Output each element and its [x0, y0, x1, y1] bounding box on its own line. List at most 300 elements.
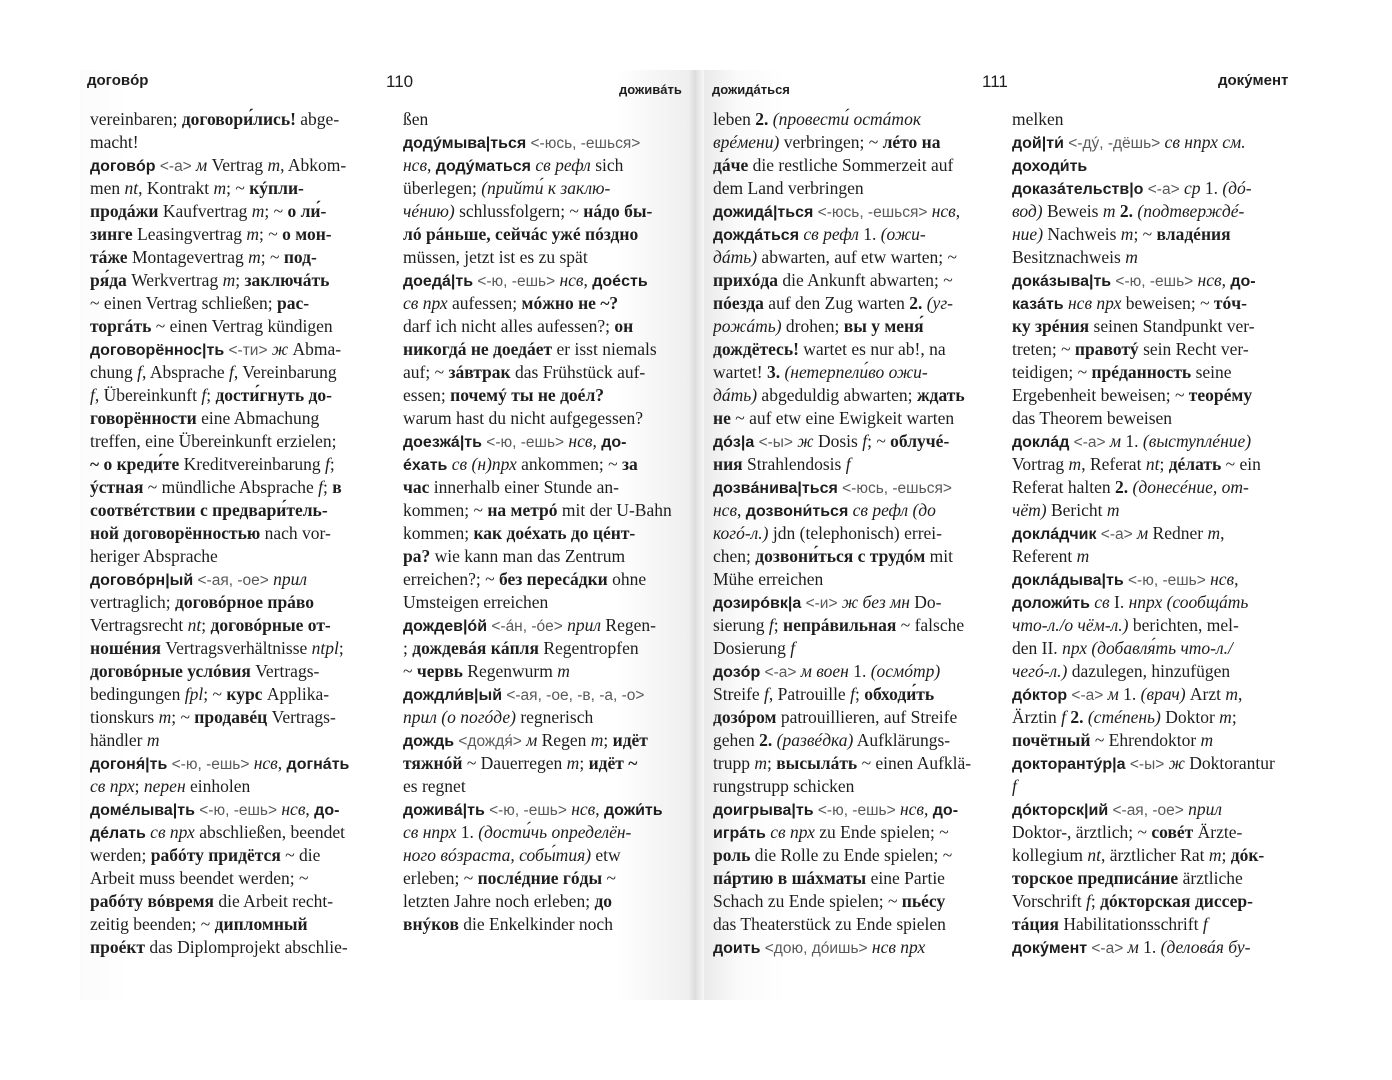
grammar-label: m [1219, 707, 1232, 727]
dictionary-line [1012, 292, 1312, 315]
grammar-label: f [325, 454, 330, 474]
grammar-label: (дости́чь определён- [478, 822, 632, 842]
grammar-label: m [222, 270, 236, 290]
grammar-label: m [248, 247, 261, 267]
grammar-label: (развéдка) [776, 730, 854, 750]
dictionary-line [1012, 568, 1312, 591]
dictionary-line [1012, 798, 1312, 821]
dictionary-line [713, 453, 993, 476]
entry-text: ~ mündliche Absprache [143, 477, 319, 497]
entry-text: dazulegen, hinzufügen [1067, 661, 1231, 681]
inflection: <-ти> [224, 342, 272, 359]
dictionary-line [90, 292, 386, 315]
entry-text: ankommen; ~ [516, 454, 622, 474]
entry-text: ; [603, 730, 613, 750]
grammar-label: вод) [1012, 201, 1043, 221]
entry-text: ; ~ [171, 707, 195, 727]
headword: до- [601, 434, 627, 451]
dictionary-line [713, 499, 993, 522]
grammar-label: св рефл (до [852, 500, 936, 520]
entry-text: , [955, 201, 961, 221]
grammar-label: нсв [1210, 569, 1235, 589]
headword: договорённос|ть [90, 342, 225, 359]
entry-text: gehen [713, 730, 760, 750]
entry-text: ~ die [280, 845, 321, 865]
entry-text: ; [1231, 707, 1237, 727]
entry-text: ; [766, 753, 777, 773]
dictionary-line [713, 177, 993, 200]
phrase-bold: владéния [1156, 224, 1231, 244]
grammar-label: (стéпень) [1087, 707, 1161, 727]
dictionary-line [1012, 775, 1312, 798]
entry-text: eine Abmachung [196, 408, 320, 428]
grammar-label: f [201, 385, 207, 405]
headword: дозвони́ться [745, 503, 849, 520]
entry-text: auf; ~ [403, 362, 449, 382]
inflection: <-ю, -ешь> [167, 756, 254, 773]
entry-text: , ärztlicher Rat [1100, 845, 1209, 865]
grammar-label: (ожи- [880, 224, 926, 244]
grammar-label: f [1086, 891, 1091, 911]
phrase-bold: послéдние гóды [477, 868, 603, 888]
entry-text: , Absprache [142, 362, 230, 382]
phrase-bold: час [403, 477, 430, 497]
headword: доедá|ть [403, 273, 474, 290]
grammar-label: когó-л.) [713, 523, 769, 543]
dictionary-line [713, 660, 993, 683]
entry-text: ; [338, 638, 344, 658]
grammar-label: (врач) [1140, 684, 1186, 704]
grammar-label: ср [1183, 178, 1201, 198]
dictionary-line [1012, 338, 1312, 361]
dictionary-line [403, 591, 686, 614]
book-gutter [688, 70, 704, 1000]
phrase-bold: на метрó [487, 500, 558, 520]
headword: доклáд [1012, 434, 1070, 451]
phrase-bold: рас- [277, 293, 310, 313]
grammar-label: fpl [184, 684, 204, 704]
phrase-bold: дóк- [1230, 845, 1265, 865]
phrase-bold: обходи́ть [864, 684, 935, 704]
phrase-bold: за [621, 454, 638, 474]
dictionary-line [713, 200, 993, 223]
entry-text: die Ankunft abwarten; ~ [778, 270, 953, 290]
entry-text: teidigen; ~ [1012, 362, 1092, 382]
phrase-bold: тáже [90, 247, 128, 267]
headword: дожи́ть [604, 802, 663, 819]
entry-text: zeitig beenden; ~ [90, 914, 215, 934]
grammar-label: nt [124, 178, 139, 198]
entry-text: , [1220, 523, 1225, 543]
entry-text: Leasingvertrag [132, 224, 247, 244]
grammar-label: m [1106, 500, 1120, 520]
entry-text: kommen; ~ [403, 500, 488, 520]
headword: дозóр [713, 664, 761, 681]
grammar-label: f [768, 615, 774, 635]
grammar-label: f [764, 684, 769, 704]
dictionary-line [1012, 752, 1312, 775]
entry-text: Applika- [262, 684, 330, 704]
entry-text: Schach zu Ende spielen; ~ [713, 891, 902, 911]
entry-text: wartet! [713, 362, 767, 382]
dictionary-line [713, 522, 993, 545]
entry-text: schlussfolgern; ~ [454, 201, 584, 221]
grammar-label: ж без мн [841, 592, 910, 612]
phrase-bold: дождётесь! [713, 339, 799, 359]
phrase-bold: теорéму [1188, 385, 1253, 405]
entry-text: abwarten, auf etw warten; ~ [757, 247, 957, 267]
dictionary-line [713, 890, 993, 913]
grammar-label: св рефл [803, 224, 859, 244]
entry-text: ; [329, 454, 335, 474]
entry-text: Arbeit muss beendet werden; ~ [90, 868, 309, 888]
grammar-label: нсв [899, 799, 925, 819]
entry-text: Mühe erreichen [713, 569, 824, 589]
headword: доку́мент [1012, 940, 1088, 957]
inflection: <-а> [1096, 526, 1137, 543]
entry-text: Regen [537, 730, 591, 750]
grammar-label: m [267, 155, 281, 175]
right-page-column-1 [713, 108, 993, 959]
dictionary-line [713, 798, 993, 821]
dictionary-line [403, 890, 686, 913]
grammar-label: f [850, 684, 855, 704]
entry-text: mit der U-Bahn [557, 500, 672, 520]
dictionary-line [403, 476, 686, 499]
headword: догоня́|ть [90, 756, 168, 773]
entry-text: Doktor-, ärztlich; ~ [1012, 822, 1152, 842]
entry-text: Bericht [1046, 500, 1107, 520]
dictionary-line [713, 591, 993, 614]
grammar-label: (подтверждé- [1137, 201, 1245, 221]
dictionary-line [1012, 361, 1312, 384]
dictionary-line [1012, 453, 1312, 476]
phrase-bold: о мон- [282, 224, 332, 244]
dictionary-line [1012, 430, 1312, 453]
entry-text: werden; [90, 845, 151, 865]
entry-text: ; ~ [259, 224, 283, 244]
grammar-label: св (н)прх [451, 454, 517, 474]
dictionary-line [403, 729, 686, 752]
entry-text: ~ auf etw eine Ewigkeit warten [730, 408, 955, 428]
dictionary-line [713, 223, 993, 246]
entry-text: den II. [1012, 638, 1063, 658]
entry-text: Arzt [1185, 684, 1226, 704]
entry-text: trupp [713, 753, 755, 773]
dictionary-line [1012, 890, 1312, 913]
entry-text: ; [235, 270, 245, 290]
phrase-bold: никогдá не доедáет [403, 339, 553, 359]
grammar-label: св прх [90, 776, 135, 796]
grammar-label: св прх [150, 822, 195, 842]
left-page-column-1 [90, 108, 386, 959]
dictionary-line [713, 614, 993, 637]
entry-text: Doktorantur [1184, 753, 1275, 773]
headword: догнáть [286, 756, 350, 773]
phrase-bold: курс [226, 684, 263, 704]
phrase-bold: тóч- [1213, 293, 1247, 313]
grammar-label: f [845, 454, 851, 474]
entry-text: Kreditvereinbarung [179, 454, 326, 474]
phrase-bold: ношéния [90, 638, 162, 658]
headword: казáть [1012, 296, 1064, 313]
dictionary-line [90, 154, 386, 177]
grammar-label: м воен [800, 661, 849, 681]
entry-text: Streife [713, 684, 765, 704]
grammar-label: дáть) [713, 385, 758, 405]
phrase-bold: 2. [759, 730, 773, 750]
dictionary-line [1012, 729, 1312, 752]
phrase-bold: торское предписáние [1012, 868, 1179, 888]
grammar-label: нсв прх [1068, 293, 1122, 313]
dictionary-line [713, 637, 993, 660]
entry-text: Vertrags- [250, 661, 320, 681]
entry-text: , [1238, 684, 1243, 704]
phrase-bold: без пересáдки [498, 569, 608, 589]
left-page-column-2 [403, 108, 686, 936]
headword: доезжá|ть [403, 434, 482, 451]
dictionary-line [90, 660, 386, 683]
entry-text: ~ [602, 868, 616, 888]
dictionary-line [403, 177, 686, 200]
dictionary-line [90, 775, 386, 798]
dictionary-line [713, 706, 993, 729]
entry-text: , Kontrakt [138, 178, 214, 198]
dictionary-line [403, 614, 686, 637]
entry-text: Abma- [288, 339, 342, 359]
dictionary-line [713, 775, 993, 798]
grammar-label: нсв [931, 201, 956, 221]
entry-text: 1. [456, 822, 479, 842]
entry-text: Habilitationsschrift [1058, 914, 1203, 934]
phrase-bold: говорённости [90, 408, 197, 428]
grammar-label: нсв [571, 799, 596, 819]
dictionary-line [90, 798, 386, 821]
entry-text: müssen, jetzt ist es zu spät [403, 247, 588, 267]
headword: дожидá|ться [713, 204, 814, 221]
entry-text: Vortrag [1012, 454, 1069, 474]
entry-text: , [592, 431, 602, 451]
grammar-label: ж [271, 339, 289, 359]
dictionary-line [403, 292, 686, 315]
dictionary-line [90, 361, 386, 384]
grammar-label: нсв [713, 500, 738, 520]
phrase-bold: 2. [1119, 201, 1133, 221]
grammar-label: нсв [281, 799, 306, 819]
entry-text: Beweis [1042, 201, 1103, 221]
dictionary-line [713, 936, 993, 959]
entry-text: ~ einen Aufklä- [857, 753, 972, 773]
dictionary-line [1012, 269, 1312, 292]
grammar-label: м [1127, 937, 1139, 957]
grammar-label: m [1200, 730, 1214, 750]
entry-text: sierung [713, 615, 769, 635]
dictionary-line [90, 476, 386, 499]
entry-text: ~ Ehrendoktor [1090, 730, 1201, 750]
dictionary-line [90, 177, 386, 200]
grammar-label: (выступлéние) [1142, 431, 1252, 451]
grammar-label: нсв [403, 155, 428, 175]
dictionary-line [403, 660, 686, 683]
dictionary-line [90, 752, 386, 775]
entry-text: das Diplomprojekt abschlie- [145, 937, 348, 957]
dictionary-line [403, 108, 686, 131]
dictionary-line [403, 246, 686, 269]
entry-text: seinen Standpunkt ver- [1089, 316, 1255, 336]
entry-text: Vertrag [207, 155, 268, 175]
entry-text: beweisen; ~ [1121, 293, 1214, 313]
entry-text: nach vor- [260, 523, 331, 543]
phrase-bold: правотý [1074, 339, 1139, 359]
dictionary-line [90, 890, 386, 913]
phrase-bold: почётный [1012, 730, 1091, 750]
phrase-bold: дозвони́ться с трудóм [755, 546, 926, 566]
inflection: <-ю, -ешь> [1111, 273, 1198, 290]
dictionary-line [403, 752, 686, 775]
headword: дождáться [713, 227, 800, 244]
entry-text: Ergebenheit beweisen; ~ [1012, 385, 1189, 405]
entry-text: melken [1012, 109, 1064, 129]
dictionary-line [1012, 614, 1312, 637]
phrase-bold: дáче [713, 155, 749, 175]
dictionary-line [1012, 154, 1312, 177]
grammar-label: m [146, 730, 160, 750]
entry-text: kommen; [403, 523, 474, 543]
entry-text: 1. [848, 661, 871, 681]
grammar-label: nt [1087, 845, 1101, 865]
phrase-bold: ждать [916, 385, 965, 405]
entry-text: ; [403, 638, 413, 658]
grammar-label: nt [1145, 454, 1160, 474]
dictionary-line [1012, 108, 1312, 131]
phrase-bold: идёт ~ [588, 753, 638, 773]
phrase-bold: 3. [766, 362, 781, 382]
grammar-label: дáть) [713, 247, 758, 267]
entry-text: ; [854, 684, 865, 704]
dictionary-line [403, 200, 686, 223]
dictionary-line [403, 407, 686, 430]
dictionary-line [403, 522, 686, 545]
dictionary-line [1012, 223, 1312, 246]
headword: доигрыва|ть [713, 802, 814, 819]
grammar-label: f [90, 385, 95, 405]
dictionary-line [1012, 131, 1312, 154]
dictionary-line [403, 706, 686, 729]
headword: доказáтельств|о [1012, 181, 1144, 198]
inflection: <-а> [1069, 434, 1110, 451]
entry-text: das Theaterstück zu Ende spielen [713, 914, 946, 934]
dictionary-line [1012, 476, 1312, 499]
phrase-bold: ной договорённостью [90, 523, 261, 543]
phrase-bold: совéт [1151, 822, 1194, 842]
dictionary-line [90, 200, 386, 223]
headword: до- [1230, 273, 1256, 290]
dictionary-line [1012, 913, 1312, 936]
grammar-label: f [1202, 914, 1208, 934]
entry-text: aufessen; [447, 293, 522, 313]
entry-text: essen; [403, 385, 451, 405]
inflection: <-ю, -ешь> [473, 273, 560, 290]
dictionary-line [90, 683, 386, 706]
phrase-bold: 2. [1070, 707, 1084, 727]
dictionary-line [90, 246, 386, 269]
phrase-bold: дости́гнуть до- [215, 385, 332, 405]
grammar-label: m [246, 224, 260, 244]
dictionary-line [90, 936, 386, 959]
inflection: <-ая, -ое> [193, 572, 274, 589]
dictionary-line [1012, 660, 1312, 683]
phrase-bold: ку зрéния [1012, 316, 1090, 336]
phrase-bold: дéлать [1168, 454, 1222, 474]
entry-text: ~ ein [1221, 454, 1261, 474]
grammar-label: чёт) [1012, 500, 1047, 520]
inflection: <дождя́> [454, 733, 527, 750]
grammar-label: св [1094, 592, 1110, 612]
grammar-label: ntpl [311, 638, 339, 658]
dictionary-line [713, 246, 993, 269]
entry-text: Aufklärungs- [853, 730, 951, 750]
headword: дозвáнива|ться [713, 480, 838, 497]
entry-text: ~ Dauerregen [462, 753, 567, 773]
phrase-bold: рабóту придётся [150, 845, 281, 865]
entry-text: ohne [607, 569, 647, 589]
entry-text: ; ~ [264, 201, 288, 221]
phrase-bold: червь [416, 661, 463, 681]
phrase-bold: нáдо бы- [583, 201, 653, 221]
phrase-bold: почемý ты не доéл? [450, 385, 605, 405]
dictionary-line [1012, 407, 1312, 430]
phrase-bold: не [713, 408, 731, 428]
grammar-label: m [1120, 224, 1134, 244]
headword: докáзыва|ть [1012, 273, 1112, 290]
dictionary-line [403, 867, 686, 890]
inflection: <-ю, -ешь> [813, 802, 900, 819]
dictionary-line [403, 453, 686, 476]
inflection: <-ая, -ое> [1108, 802, 1189, 819]
entry-text: das Theorem beweisen [1012, 408, 1173, 428]
grammar-label: (прийти́ к заклю- [481, 178, 611, 198]
entry-text: innerhalb einer Stunde an- [429, 477, 619, 497]
dictionary-line [713, 384, 993, 407]
phrase-bold: тáция [1012, 914, 1059, 934]
dictionary-line [403, 338, 686, 361]
grammar-label: св нпрх см. [1164, 132, 1246, 152]
phrase-bold: зинге [90, 224, 133, 244]
entry-text: die Rolle zu Ende spielen; ~ [750, 845, 953, 865]
entry-text: Regenwurm [462, 661, 558, 681]
dictionary-line [403, 775, 686, 798]
grammar-label: m [590, 730, 604, 750]
entry-text: kollegium [1012, 845, 1088, 865]
dictionary-line [403, 361, 686, 384]
dictionary-line [713, 338, 993, 361]
grammar-label: нпрх (сообщáть [1128, 592, 1249, 612]
grammar-label: f [137, 362, 143, 382]
entry-text: ; [134, 776, 144, 796]
inflection: <-ю, -ешь> [194, 802, 282, 819]
grammar-label: м [1136, 523, 1149, 543]
entry-text: Besitznachweis [1012, 247, 1126, 267]
entry-text: ; [1090, 891, 1101, 911]
entry-text: ~ einen Vertrag kündigen [151, 316, 333, 336]
phrase-bold: пóезда [713, 293, 764, 313]
dictionary-line [1012, 522, 1312, 545]
right-page-number: 111 [982, 72, 1008, 91]
headword: договóр [90, 158, 156, 175]
entry-text: , Übereinkunft [94, 385, 202, 405]
phrase-bold: лó рáньше, сейчáс ужé пóздно [403, 224, 639, 244]
dictionary-line [713, 269, 993, 292]
